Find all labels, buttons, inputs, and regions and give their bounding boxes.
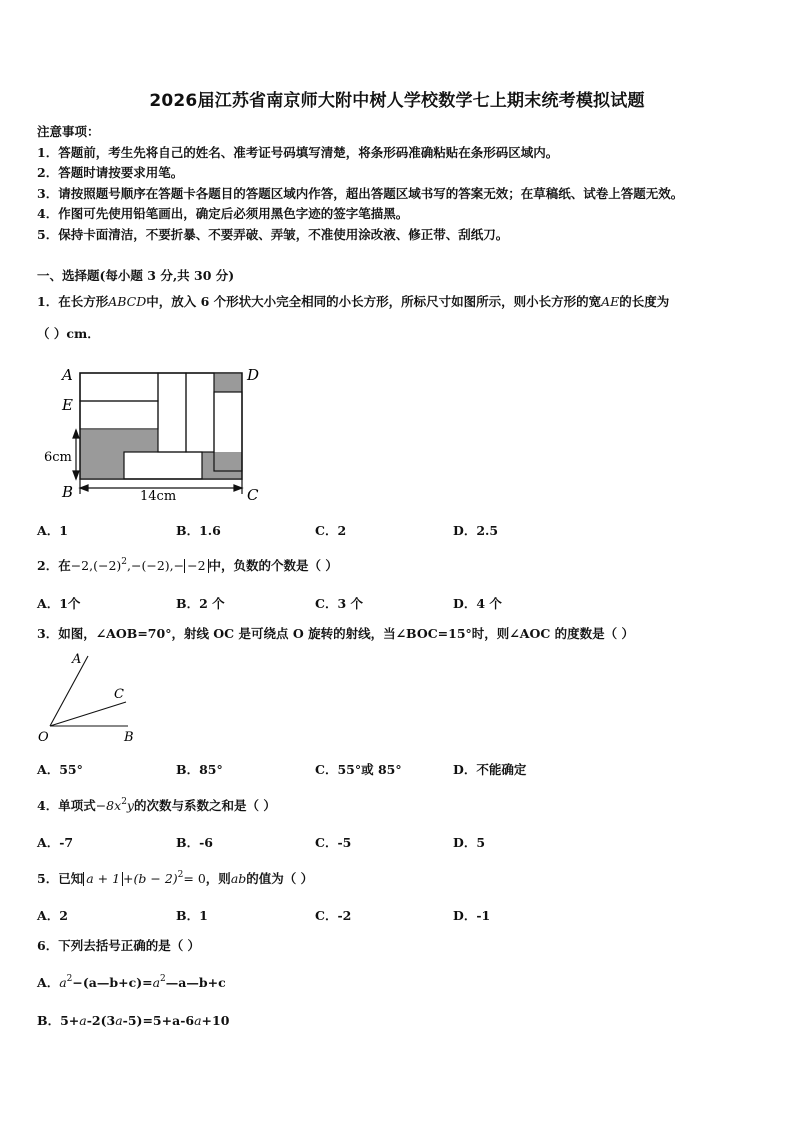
q4-option-a[interactable]: A．-7: [37, 835, 74, 850]
q5-exponent: 2: [177, 870, 184, 880]
notice-item-3: 3．请按照题号顺序在答题卡各题目的答题区域内作答，超出答题区域书写的答案无效；在草稿纸、试卷上答题无效。: [37, 186, 684, 201]
q4-monomial-y: y: [126, 798, 134, 813]
q1-mid: 中，放入 6 个形状大小完全相同的小长方形，所标尺寸如图所示，则小长方形的宽: [146, 294, 602, 309]
q4-monomial: −8x: [95, 798, 122, 813]
q2-expr-4: −2: [184, 559, 208, 573]
q1-suffix: 的长度为: [619, 294, 670, 309]
q2-option-d[interactable]: D．4 个: [453, 596, 502, 611]
q5-option-d[interactable]: D．-1: [453, 908, 491, 923]
q6-a-exp1: 2: [66, 974, 73, 984]
q5-mid: ，则: [205, 871, 231, 886]
q4-exponent: 2: [121, 797, 127, 807]
q1-option-b[interactable]: B．1.6: [176, 523, 221, 538]
q3-figure: [36, 648, 146, 746]
q2-expr-2: (−2): [93, 558, 122, 573]
q1-option-a[interactable]: A．1: [37, 523, 68, 538]
notice-item-1: 1．答题前，考生先将自己的姓名、准考证号码填写清楚，将条形码准确粘贴在条形码区域内。: [37, 145, 559, 160]
q6-b-label: B．5+: [37, 1013, 80, 1028]
q1-answer-blank: （ ）cm．: [37, 326, 100, 341]
q2-option-c[interactable]: C．3 个: [315, 596, 363, 611]
q6-b-mid2: -5)=5+a-6: [122, 1013, 195, 1028]
notice-item-2: 2．答题时请按要求用笔。: [37, 165, 184, 180]
q4-option-d[interactable]: D．5: [453, 835, 486, 850]
q6-b-var3: a: [194, 1013, 202, 1028]
q1-gray-left: [80, 430, 158, 478]
q3-label-B: B: [124, 730, 134, 745]
q1-rect: ABCD: [108, 294, 147, 309]
notice-item-4: 4．作图可先使用铅笔画出，确定后必须用黑色字迹的签字笔描黑。: [37, 206, 409, 221]
q4-prefix: 4．单项式: [37, 798, 96, 813]
q1-small-rect-1: [80, 373, 158, 401]
q5-paren-expr: (b − 2): [133, 871, 178, 886]
q1-option-d[interactable]: D．2.5: [453, 523, 499, 538]
notice-heading: 注意事项：: [37, 124, 100, 139]
q1-small-rect-6: [124, 452, 202, 479]
q4-option-c[interactable]: C．-5: [315, 835, 352, 850]
q1-gray-right-top: [214, 374, 242, 392]
q1-arrow-up: [73, 430, 79, 438]
question-5: [37, 869, 313, 887]
q1-arrow-down: [73, 471, 79, 479]
q1-option-c[interactable]: C．2: [315, 523, 347, 538]
q3-option-b[interactable]: B．85°: [176, 762, 223, 777]
q1-small-rect-3: [158, 373, 186, 452]
q1-seg: AE: [601, 294, 620, 309]
q6-a-mid: −(a—b+c)=: [72, 975, 153, 990]
q6-b-mid: -2(3: [86, 1013, 116, 1028]
q6-b-var2: a: [115, 1013, 123, 1028]
q5-option-b[interactable]: B．1: [176, 908, 208, 923]
q4-suffix: 的次数与系数之和是（ ）: [133, 798, 276, 813]
q1-label-E: E: [62, 396, 73, 414]
q5-option-a[interactable]: A．2: [37, 908, 68, 923]
q5-option-c[interactable]: C．-2: [315, 908, 352, 923]
q1-label-C: C: [247, 486, 259, 504]
q1-label-B: B: [62, 483, 74, 501]
q3-label-C: C: [114, 687, 124, 702]
q2-option-b[interactable]: B．2 个: [176, 596, 225, 611]
q2-suffix: 中，负数的个数是（ ）: [208, 558, 338, 573]
q5-abs-expr: a + 1: [83, 872, 123, 886]
question-4: [37, 796, 276, 814]
q6-option-a[interactable]: [37, 973, 226, 991]
q5-suffix: 的值为（ ）: [246, 871, 314, 886]
q6-a-var1: a: [59, 975, 67, 990]
q6-a-end: —a—b+c: [165, 975, 226, 990]
q1-label-D: D: [247, 366, 260, 384]
q6-a-label: A．: [37, 975, 60, 990]
q6-option-b[interactable]: [37, 1011, 229, 1029]
q1-arrow-right: [234, 485, 242, 491]
q2-expr-2-exp: 2: [121, 557, 128, 567]
q1-small-rect-4: [186, 373, 214, 452]
q3-option-c[interactable]: C．55°或 85°: [315, 762, 402, 777]
page-title: 2026届江苏省南京师大附中树人学校数学七上期末统考模拟试题: [149, 91, 645, 111]
q3-option-a[interactable]: A．55°: [37, 762, 83, 777]
q4-option-b[interactable]: B．-6: [176, 835, 213, 850]
q5-ab: ab: [230, 871, 247, 886]
q5-plus: +: [123, 871, 134, 886]
section-heading: 一、选择题(每小题 3 分,共 30 分): [37, 268, 235, 283]
notice-item-5: 5．保持卡面清洁，不要折暴、不要弄破、弄皱，不准使用涂改液、修正带、刮纸刀。: [37, 227, 509, 242]
q1-prefix: 1．在长方形: [37, 294, 109, 309]
q1-height-label: 6cm: [44, 450, 72, 465]
question-3: 3．如图，∠AOB=70°，射线 OC 是可绕点 O 旋转的射线，当∠BOC=15°时，则∠AOC 的度数是（ ）: [37, 626, 635, 641]
q1-arrow-left: [80, 485, 88, 491]
q1-gray-right-bottom: [202, 452, 242, 478]
q3-label-A: A: [72, 652, 82, 667]
q1-figure: [40, 360, 270, 508]
q6-a-var2: a: [152, 975, 161, 990]
q6-b-end: +10: [201, 1013, 230, 1028]
q1-label-A: A: [62, 366, 73, 384]
question-6: 6．下列去括号正确的是（ ）: [37, 938, 201, 953]
q5-equals: = 0: [183, 871, 206, 886]
q2-prefix: 2．在: [37, 558, 71, 573]
q3-label-O: O: [38, 730, 49, 745]
q2-expr-1: −2,: [70, 558, 94, 573]
q2-expr-3: ,−(−2),−: [127, 558, 185, 573]
question-1: [37, 292, 669, 310]
q1-small-rect-2: [80, 401, 158, 429]
q5-prefix: 5．已知: [37, 871, 84, 886]
q2-option-a[interactable]: A．1个: [37, 596, 81, 611]
q3-option-d[interactable]: D．不能确定: [453, 762, 527, 777]
q6-b-var1: a: [79, 1013, 87, 1028]
q1-width-label: 14cm: [140, 489, 177, 504]
question-2: [37, 556, 338, 574]
q6-a-exp2: 2: [160, 974, 166, 984]
